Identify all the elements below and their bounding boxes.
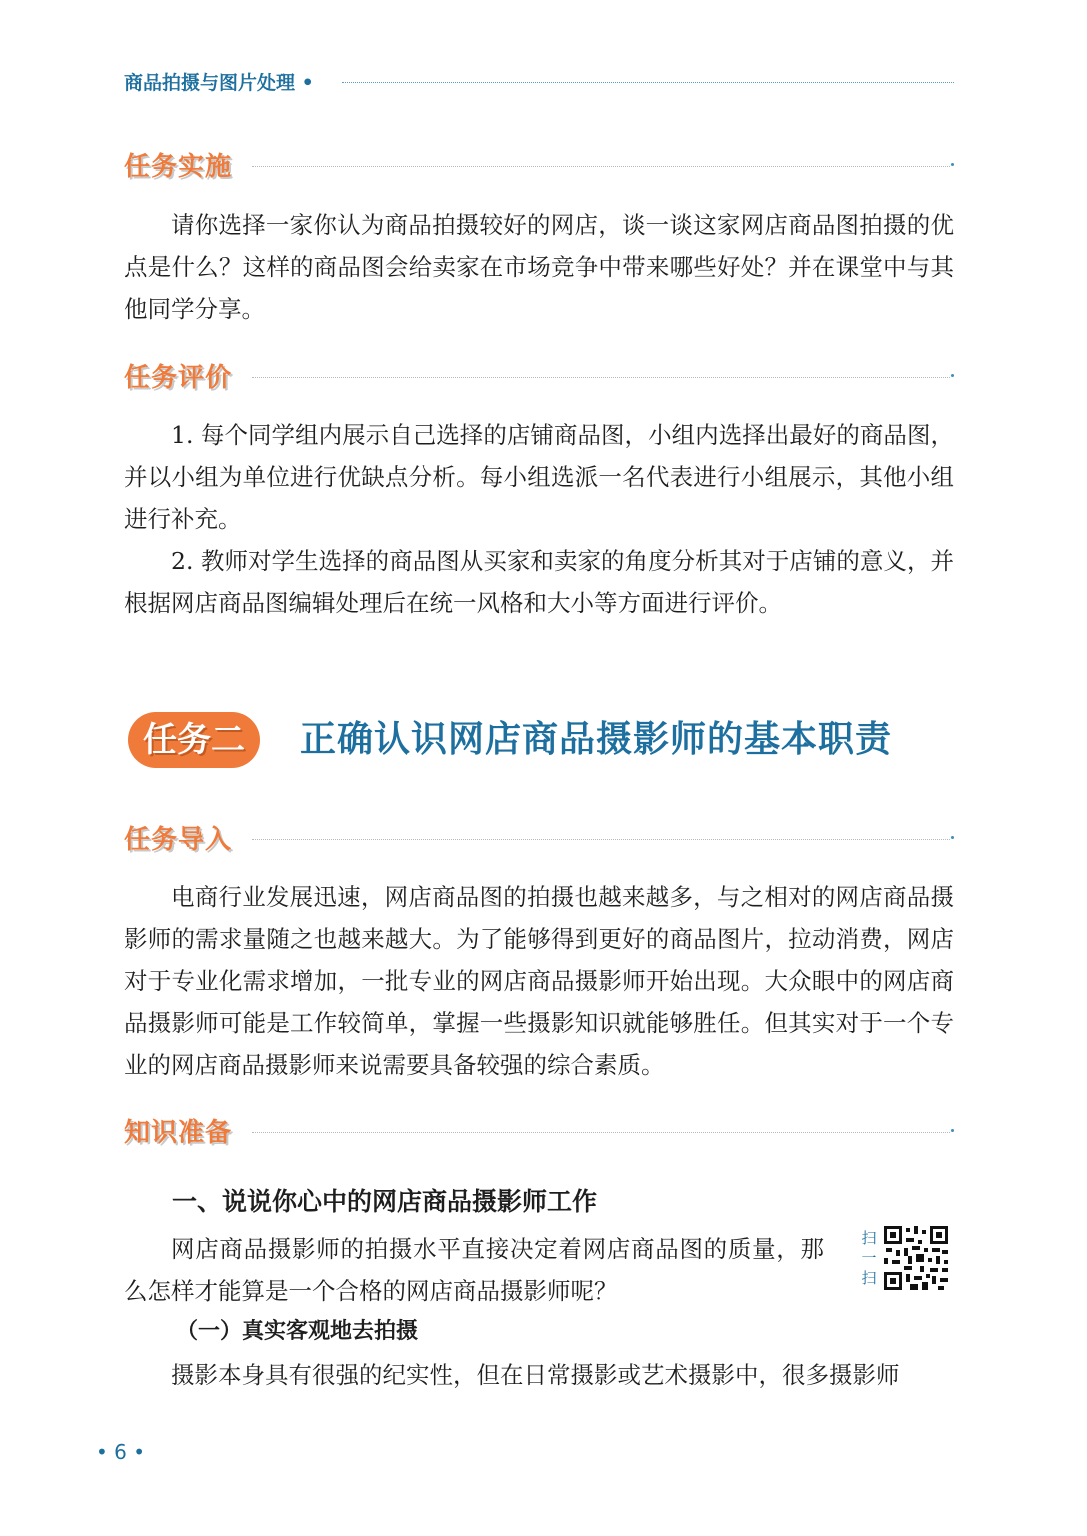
section-rule [252, 839, 950, 840]
page-number: • 6 • [96, 1440, 146, 1464]
section-rule-dot [951, 374, 954, 377]
section-heading-evaluation [124, 357, 954, 393]
section-rule [252, 166, 950, 167]
running-header-title: 商品拍摄与图片处理 • [124, 72, 314, 94]
section-heading-introduction-label: 任务导入 [124, 825, 233, 855]
paragraph-knowledge-2: 摄影本身具有很强的纪实性，但在日常摄影或艺术摄影中，很多摄影师 [171, 1361, 900, 1389]
section-rule [252, 1132, 950, 1133]
paragraph-introduction: 电商行业发展迅速，网店商品图的拍摄也越来越多，与之相对的网店商品摄影师的需求量随之也越来越大。为了能够得到更好的商品图片，拉动消费，网店对于专业化需求增加，一批专业的网店商品摄影师开始出现。大众眼中的网店商品摄影师可能是工作较简单，掌握一些摄影知识就能够胜任。但其实对于一个专业的网店商品摄影师来说需要具备较强的综合素质。 [124, 883, 954, 1079]
section-rule-dot [951, 163, 954, 166]
section-rule [252, 377, 950, 378]
section-rule-dot [951, 1129, 954, 1132]
task-title [128, 708, 958, 772]
paragraph-evaluation-2: 2. 教师对学生选择的商品图从买家和卖家的角度分析其对于店铺的意义，并根据网店商品图编辑处理后在统一风格和大小等方面进行评价。 [124, 547, 954, 617]
running-header-rule [342, 82, 954, 83]
section-heading-introduction [124, 819, 954, 855]
paragraph-implementation: 请你选择一家你认为商品拍摄较好的网店，谈一谈这家网店商品图拍摄的优点是什么？这样的商品图会给卖家在市场竞争中带来哪些好处？并在课堂中与其他同学分享。 [124, 211, 954, 323]
paragraph-evaluation-1: 1. 每个同学组内展示自己选择的店铺商品图，小组内选择出最好的商品图，并以小组为单位进行优缺点分析。每小组选派一名代表进行小组展示，其他小组进行补充。 [124, 421, 954, 533]
qr-code-icon[interactable] [884, 1226, 948, 1290]
running-header [124, 68, 954, 98]
task-heading: 正确认识网店商品摄影师的基本职责 [300, 719, 893, 760]
task-badge: 任务二 [128, 712, 260, 768]
subheading-level2: （一）真实客观地去拍摄 [176, 1319, 419, 1344]
paragraph-knowledge-1: 网店商品摄影师的拍摄水平直接决定着网店商品图的质量，那么怎样才能算是一个合格的网店商品摄影师呢？ [124, 1235, 824, 1305]
section-rule-dot [951, 836, 954, 839]
section-heading-implementation-label: 任务实施 [124, 152, 233, 182]
qr-label: 扫一扫 [861, 1229, 877, 1287]
section-heading-knowledge [124, 1112, 954, 1148]
section-heading-knowledge-label: 知识准备 [124, 1118, 233, 1148]
section-heading-evaluation-label: 任务评价 [124, 363, 233, 393]
subheading-level1: 一、说说你心中的网店商品摄影师工作 [172, 1187, 598, 1216]
section-heading-implementation [124, 146, 954, 182]
